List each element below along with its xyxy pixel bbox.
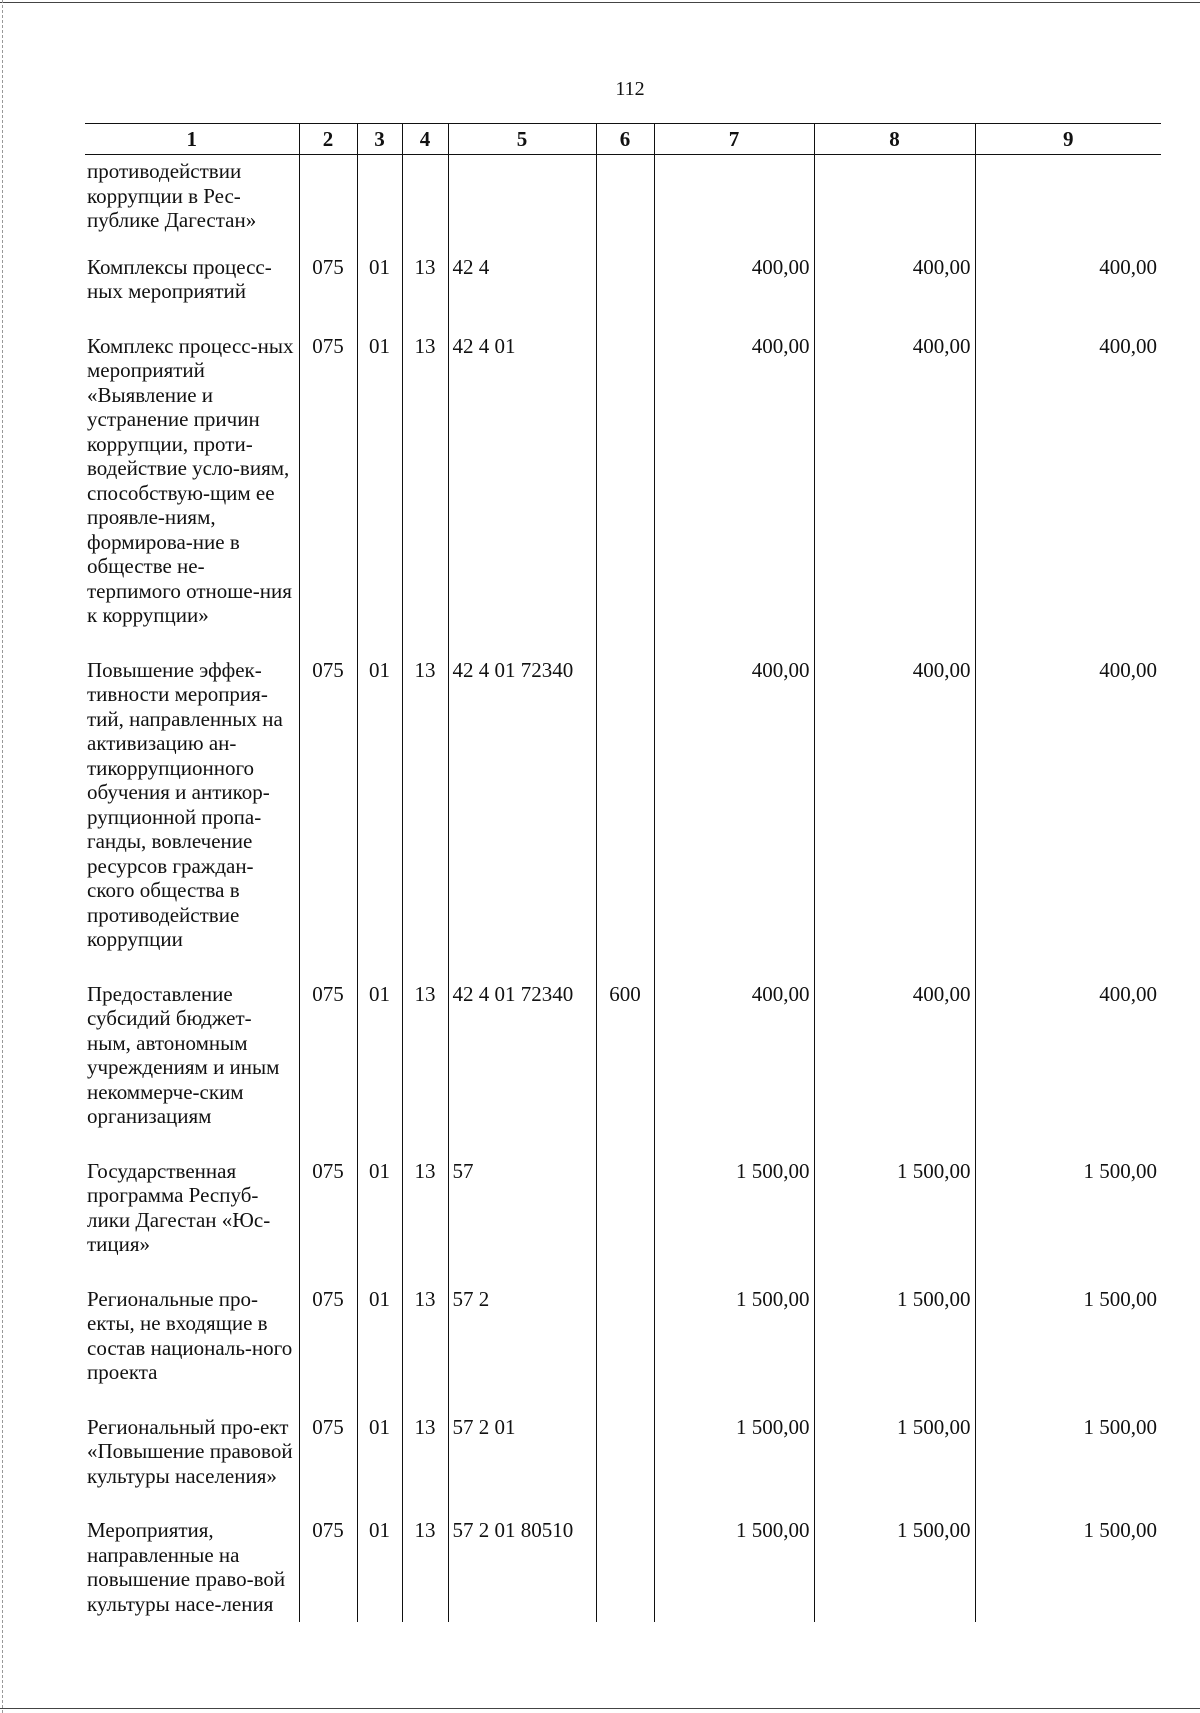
cell-target-code: 42 4 xyxy=(448,247,596,326)
header-col-2: 2 xyxy=(299,124,357,155)
cell-amount-9: 1 500,00 xyxy=(975,1510,1161,1622)
cell-amount-7: 400,00 xyxy=(654,974,814,1151)
header-col-4: 4 xyxy=(402,124,448,155)
cell-ministry: 075 xyxy=(299,1510,357,1622)
cell-target-code: 57 2 xyxy=(448,1279,596,1407)
cell-amount-8: 1 500,00 xyxy=(814,1279,975,1407)
table-row xyxy=(85,247,1161,326)
cell-ministry: 075 xyxy=(299,650,357,974)
cell-subsection: 13 xyxy=(402,974,448,1151)
cell-amount-8: 1 500,00 xyxy=(814,1510,975,1622)
row-name: Предоставление субсидий бюджет-ным, автономным учреждениям и иным некоммерче-ским организациям xyxy=(87,981,280,1128)
cell-amount-8: 1 500,00 xyxy=(814,1151,975,1279)
cell-amount-8: 400,00 xyxy=(814,247,975,326)
top-border-line xyxy=(0,2,1200,3)
row-name: Повышение эффек-тивности мероприя-тий, направленных на активизацию ан-тикоррупционного обучения и антикор-рупционной пропа-ганды, вовлечение ресурсов граждан-ского общества в противодействие коррупции xyxy=(87,657,283,951)
table-row xyxy=(85,155,1161,247)
table-row xyxy=(85,974,1161,1151)
cell-amount-8: 400,00 xyxy=(814,650,975,974)
cell-section: 01 xyxy=(357,650,402,974)
cell-expense-type xyxy=(596,1279,654,1407)
cell-amount-8: 400,00 xyxy=(814,326,975,650)
cell-expense-type xyxy=(596,650,654,974)
cell-amount-9: 400,00 xyxy=(975,650,1161,974)
header-col-6: 6 xyxy=(596,124,654,155)
cell-amount-7: 400,00 xyxy=(654,650,814,974)
cell-target-code xyxy=(448,155,596,247)
cell-amount-9: 400,00 xyxy=(975,247,1161,326)
cell-subsection: 13 xyxy=(402,1407,448,1511)
cell-expense-type xyxy=(596,155,654,247)
table-row xyxy=(85,1279,1161,1407)
page-number: 112 xyxy=(615,78,645,100)
cell-expense-type xyxy=(596,1510,654,1622)
cell-amount-7: 400,00 xyxy=(654,326,814,650)
table-row xyxy=(85,1510,1161,1622)
bottom-border-line xyxy=(0,1708,1200,1709)
table-row xyxy=(85,650,1161,974)
header-col-9: 9 xyxy=(975,124,1161,155)
row-name: Региональный про-ект «Повышение правовой культуры населения» xyxy=(87,1414,293,1488)
cell-subsection: 13 xyxy=(402,326,448,650)
cell-expense-type: 600 xyxy=(596,974,654,1151)
header-col-1: 1 xyxy=(85,124,299,155)
cell-section: 01 xyxy=(357,247,402,326)
cell-amount-9: 1 500,00 xyxy=(975,1279,1161,1407)
cell-target-code: 42 4 01 72340 xyxy=(448,650,596,974)
cell-amount-9 xyxy=(975,155,1161,247)
cell-section: 01 xyxy=(357,1510,402,1622)
cell-target-code: 57 xyxy=(448,1151,596,1279)
cell-expense-type xyxy=(596,247,654,326)
cell-subsection: 13 xyxy=(402,247,448,326)
row-name: Комплексы процесс-ных мероприятий xyxy=(87,254,272,303)
left-scan-edge xyxy=(2,0,3,1713)
cell-amount-7 xyxy=(654,155,814,247)
header-col-7: 7 xyxy=(654,124,814,155)
cell-amount-9: 400,00 xyxy=(975,326,1161,650)
cell-ministry: 075 xyxy=(299,1407,357,1511)
cell-ministry: 075 xyxy=(299,974,357,1151)
cell-ministry: 075 xyxy=(299,247,357,326)
cell-target-code: 42 4 01 xyxy=(448,326,596,650)
cell-amount-9: 1 500,00 xyxy=(975,1407,1161,1511)
row-name: Региональные про-екты, не входящие в состав националь-ного проекта xyxy=(87,1286,293,1384)
table-row xyxy=(85,1407,1161,1511)
cell-target-code: 42 4 01 72340 xyxy=(448,974,596,1151)
header-col-3: 3 xyxy=(357,124,402,155)
cell-target-code: 57 2 01 xyxy=(448,1407,596,1511)
cell-amount-9: 400,00 xyxy=(975,974,1161,1151)
budget-table xyxy=(85,123,1161,1622)
row-name: противодействии коррупции в Рес-публике Дагестан» xyxy=(87,159,257,232)
cell-target-code: 57 2 01 80510 xyxy=(448,1510,596,1622)
row-name: Комплекс процесс-ных мероприятий «Выявление и устранение причин коррупции, проти-водействие усло-виям, способствую-щим ее проявле-ниям, формирова-ние в обществе не-терпимого отноше-ния к коррупции» xyxy=(87,333,294,627)
cell-amount-8: 1 500,00 xyxy=(814,1407,975,1511)
cell-section: 01 xyxy=(357,1151,402,1279)
cell-section: 01 xyxy=(357,1279,402,1407)
cell-ministry: 075 xyxy=(299,326,357,650)
cell-amount-7: 1 500,00 xyxy=(654,1151,814,1279)
cell-ministry: 075 xyxy=(299,1279,357,1407)
cell-section: 01 xyxy=(357,326,402,650)
cell-subsection: 13 xyxy=(402,1510,448,1622)
cell-amount-7: 1 500,00 xyxy=(654,1510,814,1622)
cell-amount-7: 1 500,00 xyxy=(654,1407,814,1511)
row-name: Мероприятия, направленные на повышение право-вой культуры насе-ления xyxy=(87,1518,286,1616)
cell-amount-9: 1 500,00 xyxy=(975,1151,1161,1279)
cell-section: 01 xyxy=(357,974,402,1151)
cell-amount-8: 400,00 xyxy=(814,974,975,1151)
header-col-8: 8 xyxy=(814,124,975,155)
header-col-5: 5 xyxy=(448,124,596,155)
cell-section xyxy=(357,155,402,247)
cell-expense-type xyxy=(596,1151,654,1279)
cell-section: 01 xyxy=(357,1407,402,1511)
cell-subsection: 13 xyxy=(402,1151,448,1279)
cell-amount-8 xyxy=(814,155,975,247)
cell-amount-7: 1 500,00 xyxy=(654,1279,814,1407)
cell-amount-7: 400,00 xyxy=(654,247,814,326)
row-name: Государственная программа Респуб-лики Дагестан «Юс-тиция» xyxy=(87,1158,271,1256)
table-row xyxy=(85,326,1161,650)
table-header-row xyxy=(85,124,1161,155)
cell-ministry: 075 xyxy=(299,1151,357,1279)
cell-ministry xyxy=(299,155,357,247)
cell-expense-type xyxy=(596,326,654,650)
cell-subsection: 13 xyxy=(402,1279,448,1407)
cell-expense-type xyxy=(596,1407,654,1511)
cell-subsection: 13 xyxy=(402,650,448,974)
cell-subsection xyxy=(402,155,448,247)
table-row xyxy=(85,1151,1161,1279)
